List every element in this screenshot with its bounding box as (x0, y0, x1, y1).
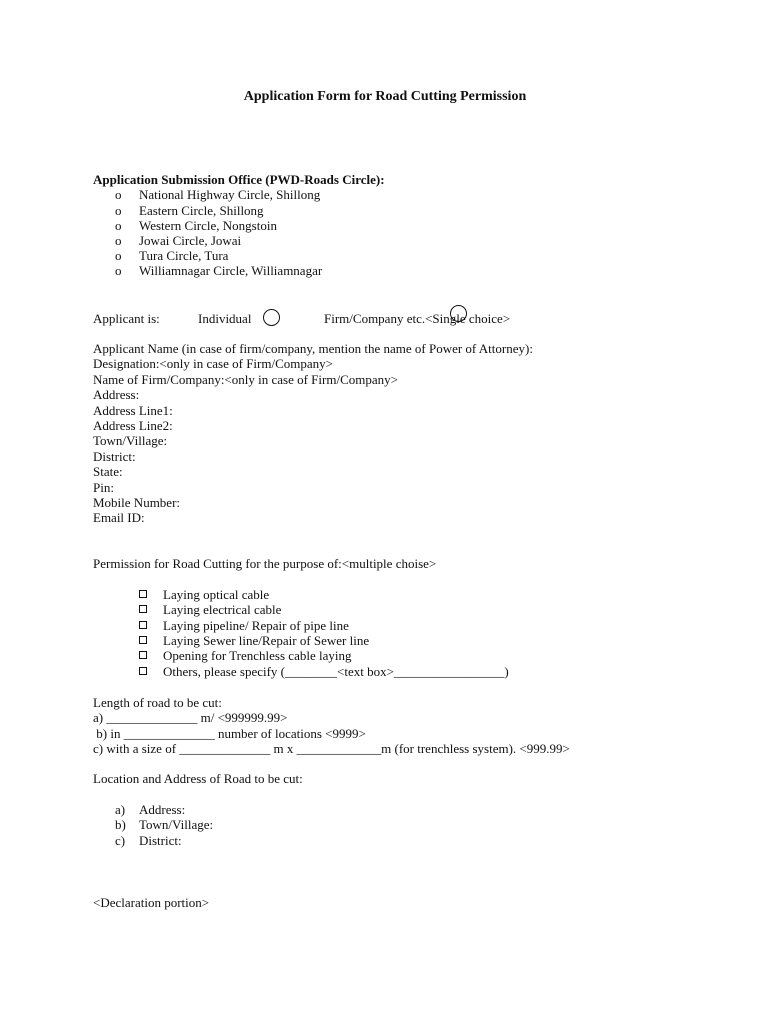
office-option[interactable]: o Williamnagar Circle, Williamnagar (115, 263, 323, 279)
location-section (93, 771, 303, 848)
purpose-option[interactable]: Opening for Trenchless cable laying (93, 648, 436, 663)
office-section (93, 172, 385, 279)
checkbox[interactable] (139, 590, 147, 598)
individual-radio[interactable] (263, 309, 280, 326)
firm-name-field[interactable]: Name of Firm/Company:<only in case of Firm/Company> (93, 371, 398, 387)
address-line1-field[interactable]: Address Line1: (93, 402, 173, 418)
town-village-field[interactable]: Town/Village: (93, 433, 168, 449)
firm-label: Firm/Company etc.<Single choice> (324, 311, 511, 326)
checkbox[interactable] (139, 621, 147, 629)
applicant-type-row (93, 311, 693, 329)
declaration-placeholder: <Declaration portion> (93, 895, 210, 910)
checkbox[interactable] (139, 605, 147, 613)
designation-field[interactable]: Designation:<only in case of Firm/Company> (93, 356, 333, 372)
locations-count-field[interactable]: b) in ______________ number of locations <9999> (93, 725, 366, 741)
state-field[interactable]: State: (93, 464, 123, 480)
location-district-field[interactable]: c) District: (115, 832, 182, 848)
applicant-details (93, 341, 533, 526)
checkbox[interactable] (139, 651, 147, 659)
pin-field[interactable]: Pin: (93, 479, 114, 495)
checkbox[interactable] (139, 636, 147, 644)
location-town-field[interactable]: b) Town/Village: (115, 817, 214, 833)
office-heading: Application Submission Office (PWD-Roads Circle): (93, 172, 385, 187)
purpose-option[interactable]: Others, please specify (________<text box>_________________) (93, 664, 436, 679)
office-option[interactable]: o Tura Circle, Tura (115, 248, 229, 264)
applicant-label: Applicant is: (93, 311, 160, 326)
firm-radio[interactable] (450, 305, 467, 322)
district-field[interactable]: District: (93, 448, 136, 464)
office-option[interactable]: o Eastern Circle, Shillong (115, 202, 264, 218)
form-title: Application Form for Road Cutting Permission (243, 89, 527, 104)
applicant-name-field[interactable]: Applicant Name (in case of firm/company, mention the name of Power of Attorney): (93, 341, 533, 356)
purpose-option[interactable]: Laying pipeline/ Repair of pipe line (93, 618, 436, 633)
email-id-field[interactable]: Email ID: (93, 510, 145, 526)
purpose-option[interactable]: Laying optical cable (93, 587, 436, 602)
office-option[interactable]: o Jowai Circle, Jowai (115, 232, 242, 248)
location-address-field[interactable]: a) Address: (115, 801, 186, 817)
office-option[interactable]: o Western Circle, Nongstoin (115, 217, 277, 233)
mobile-number-field[interactable]: Mobile Number: (93, 494, 181, 510)
location-heading: Location and Address of Road to be cut: (93, 771, 303, 786)
length-section (93, 695, 570, 757)
purpose-option[interactable]: Laying Sewer line/Repair of Sewer line (93, 633, 436, 648)
trenchless-size-field[interactable]: c) with a size of ______________ m x _____________m (for trenchless system). <999.99> (93, 741, 570, 757)
purpose-heading: Permission for Road Cutting for the purpose of:<multiple choise> (93, 556, 437, 571)
purpose-option[interactable]: Laying electrical cable (93, 602, 436, 617)
address-line2-field[interactable]: Address Line2: (93, 417, 173, 433)
declaration-section (93, 895, 209, 910)
address-label: Address: (93, 387, 140, 403)
office-option[interactable]: o National Highway Circle, Shillong (115, 187, 321, 203)
checkbox[interactable] (139, 667, 147, 675)
purpose-section (93, 556, 509, 679)
length-meters-field[interactable]: a) ______________ m/ <999999.99> (93, 710, 288, 726)
individual-label: Individual (198, 311, 252, 326)
length-heading: Length of road to be cut: (93, 695, 222, 710)
